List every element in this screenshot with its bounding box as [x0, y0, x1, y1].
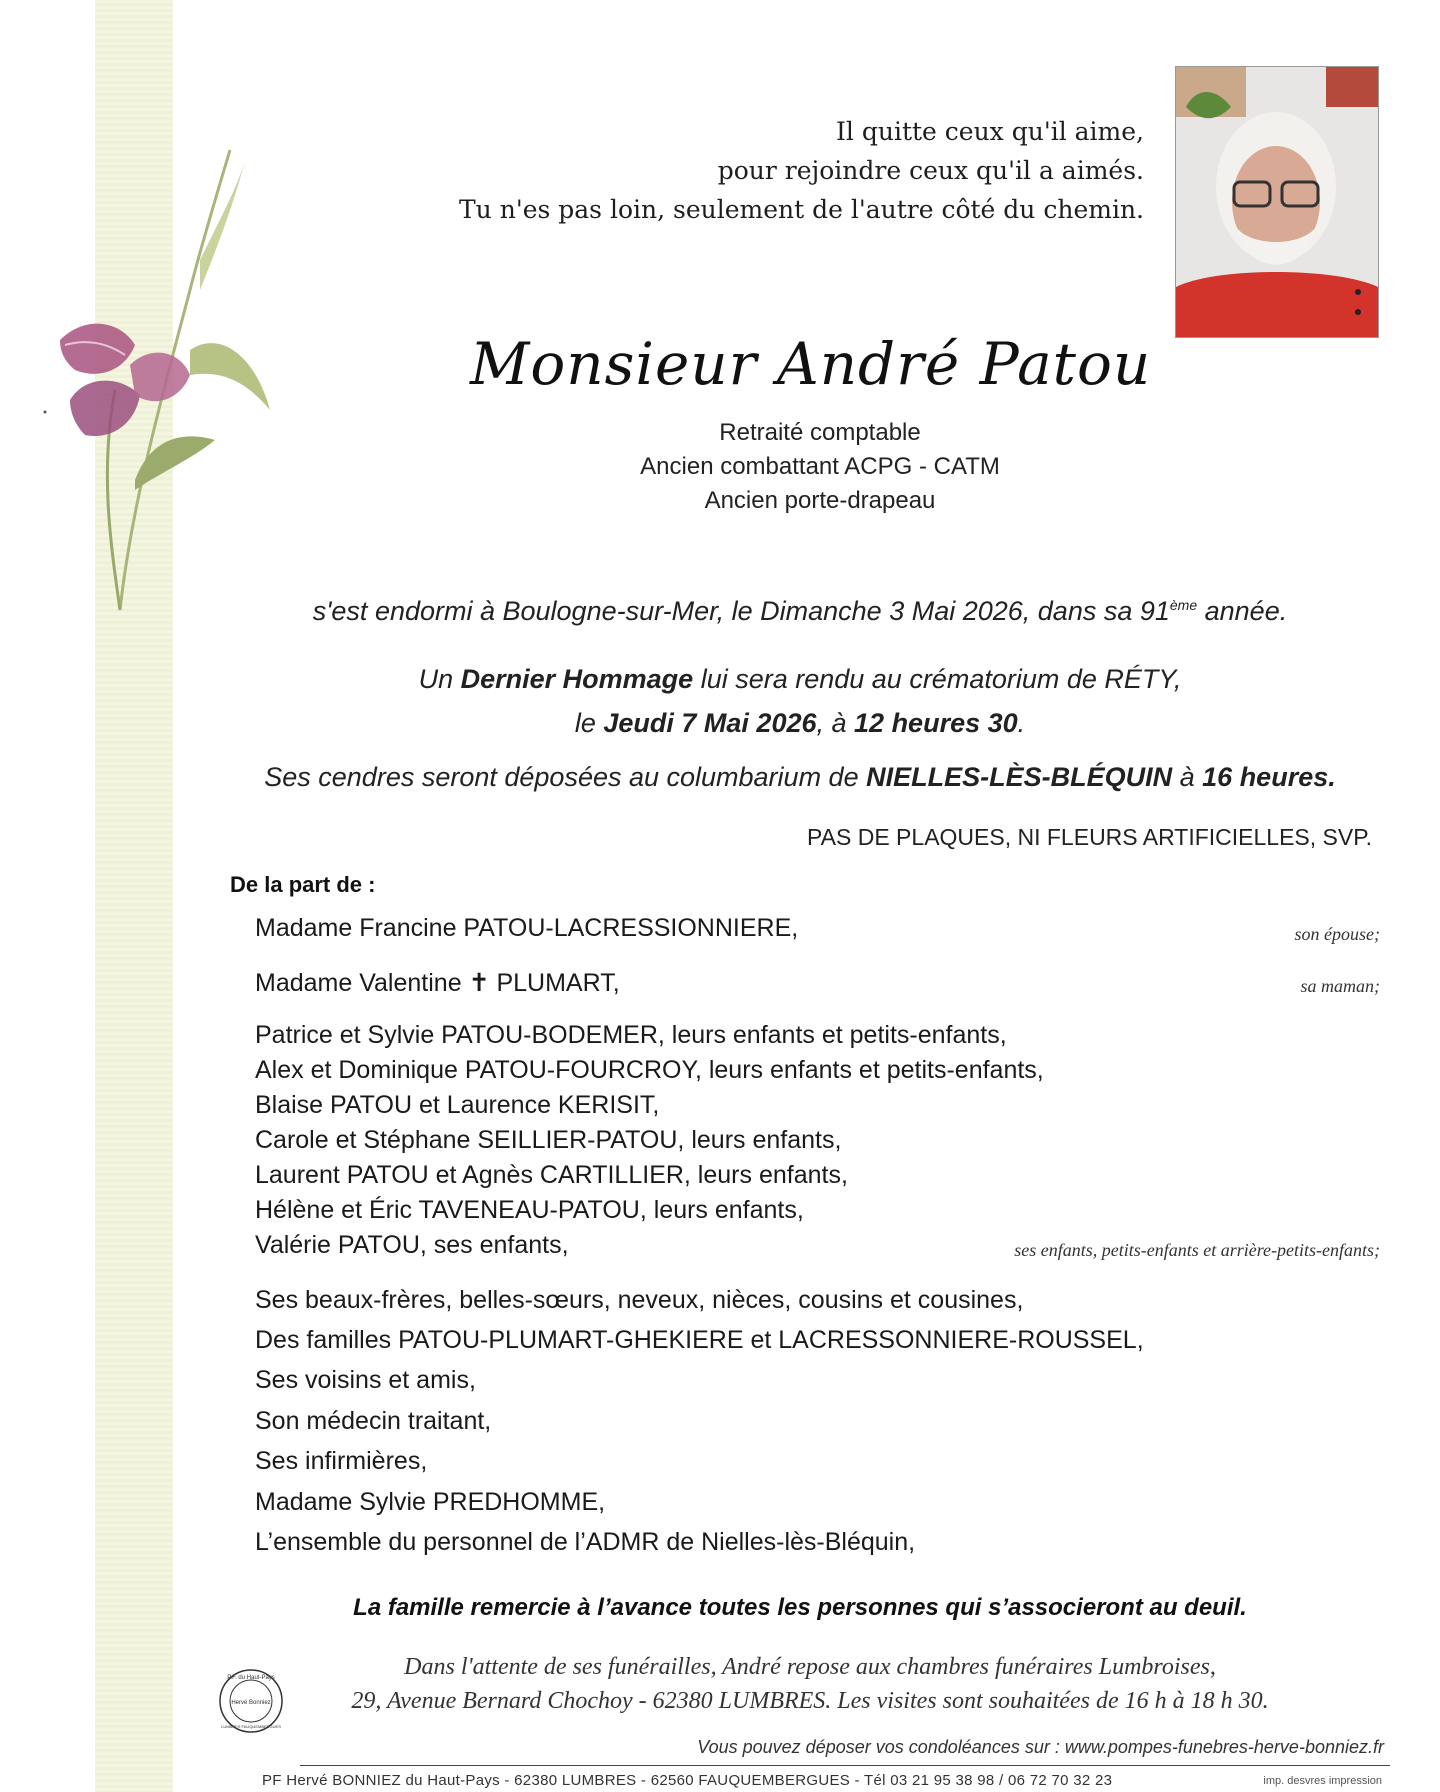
condolences-link[interactable]: Vous pouvez déposer vos condoléances sur : www.pompes-funebres-herve-bonniez.fr — [697, 1737, 1384, 1757]
list-item: Madame Sylvie PREDHOMME, — [255, 1488, 606, 1516]
ceremony-line-2: le Jeudi 7 Mai 2026, à 12 heures 30. — [574, 708, 1026, 738]
thanks-message: La famille remercie à l’avance toutes les personnes qui s’associeront au deuil. — [353, 1594, 1247, 1621]
from-label: De la part de : — [230, 872, 376, 897]
list-item: Hélène et Éric TAVENEAU-PATOU, leurs enfants, — [255, 1196, 804, 1224]
list-item: Patrice et Sylvie PATOU-BODEMER, leurs enfants et petits-enfants, — [255, 1021, 1007, 1049]
list-item: Blaise PATOU et Laurence KERISIT, — [255, 1091, 660, 1119]
poem-line: Il quitte ceux qu'il aime, — [836, 117, 1144, 146]
deceased-name: Monsieur André Patou — [470, 330, 1152, 398]
svg-text:LUMBRES FAUQUEMBERGUES: LUMBRES FAUQUEMBERGUES — [221, 1724, 281, 1729]
mother-relation: sa maman; — [1300, 976, 1380, 996]
divider — [300, 1765, 1390, 1766]
cross-icon: ✝ — [468, 969, 490, 997]
visitation-line-1: Dans l'attente de ses funérailles, André repose aux chambres funéraires Lumbroises, — [404, 1654, 1216, 1680]
portrait-photo — [1175, 66, 1379, 338]
memorial-poem — [384, 112, 1144, 229]
spouse-line: Madame Francine PATOU-LACRESSIONNIERE, — [255, 914, 799, 942]
flowers-notice: PAS DE PLAQUES, NI FLEURS ARTIFICIELLES, SVP. — [807, 824, 1372, 850]
list-item: Son médecin traitant, — [255, 1407, 492, 1435]
list-item: Ses infirmières, — [255, 1447, 428, 1475]
deceased-titles — [560, 416, 1080, 518]
footer-contact: PF Hervé BONNIEZ du Haut-Pays - 62380 LUMBRES - 62560 FAUQUEMBERGUES - Tél 03 21 95 38 98 / 06 72 70 32 23 — [262, 1772, 1113, 1789]
svg-text:P.F. du Haut-Pays: P.F. du Haut-Pays — [227, 1675, 275, 1681]
list-item: Laurent PATOU et Agnès CARTILLIER, leurs enfants, — [255, 1161, 848, 1189]
spouse-relation: son épouse; — [1294, 924, 1380, 944]
title-line: Ancien combattant ACPG - CATM — [640, 453, 1000, 480]
mother-line: Madame Valentine ✝ PLUMART, — [255, 969, 620, 997]
list-item: Des familles PATOU-PLUMART-GHEKIERE et LACRESSONNIERE-ROUSSEL, — [255, 1326, 1144, 1354]
svg-text:Hervé Bonniez: Hervé Bonniez — [231, 1700, 271, 1706]
list-item: Ses voisins et amis, — [255, 1366, 476, 1394]
title-line: Retraité comptable — [719, 419, 921, 446]
calla-lily-illustration — [40, 140, 270, 620]
visitation-line-2: 29, Avenue Bernard Chochoy - 62380 LUMBRES. Les visites sont souhaitées de 16 h à 18 h 30. — [351, 1688, 1269, 1714]
children-relation: ses enfants, petits-enfants et arrière-petits-enfants; — [1014, 1240, 1380, 1260]
list-item: Alex et Dominique PATOU-FOURCROY, leurs enfants et petits-enfants, — [255, 1056, 1044, 1084]
funeral-home-seal — [218, 1668, 284, 1734]
ceremony-line-3: Ses cendres seront déposées au columbarium de NIELLES-LÈS-BLÉQUIN à 16 heures. — [264, 762, 1336, 792]
ceremony-line-1: Un Dernier Hommage lui sera rendu au crématorium de RÉTY, — [418, 664, 1182, 694]
poem-line: pour rejoindre ceux qu'il a aimés. — [717, 156, 1144, 185]
list-item: Carole et Stéphane SEILLIER-PATOU, leurs enfants, — [255, 1126, 842, 1154]
list-item: L’ensemble du personnel de l’ADMR de Nielles-lès-Bléquin, — [255, 1528, 916, 1556]
poem-line: Tu n'es pas loin, seulement de l'autre côté du chemin. — [459, 195, 1144, 224]
list-item: Ses beaux-frères, belles-sœurs, neveux, nièces, cousins et cousines, — [255, 1286, 1024, 1314]
printer-imprint: imp. desvres impression — [1263, 1775, 1382, 1787]
list-item: Valérie PATOU, ses enfants, — [255, 1231, 569, 1259]
title-line: Ancien porte-drapeau — [704, 487, 936, 514]
death-announcement: s'est endormi à Boulogne-sur-Mer, le Dimanche 3 Mai 2026, dans sa 91ème année. — [312, 596, 1288, 626]
